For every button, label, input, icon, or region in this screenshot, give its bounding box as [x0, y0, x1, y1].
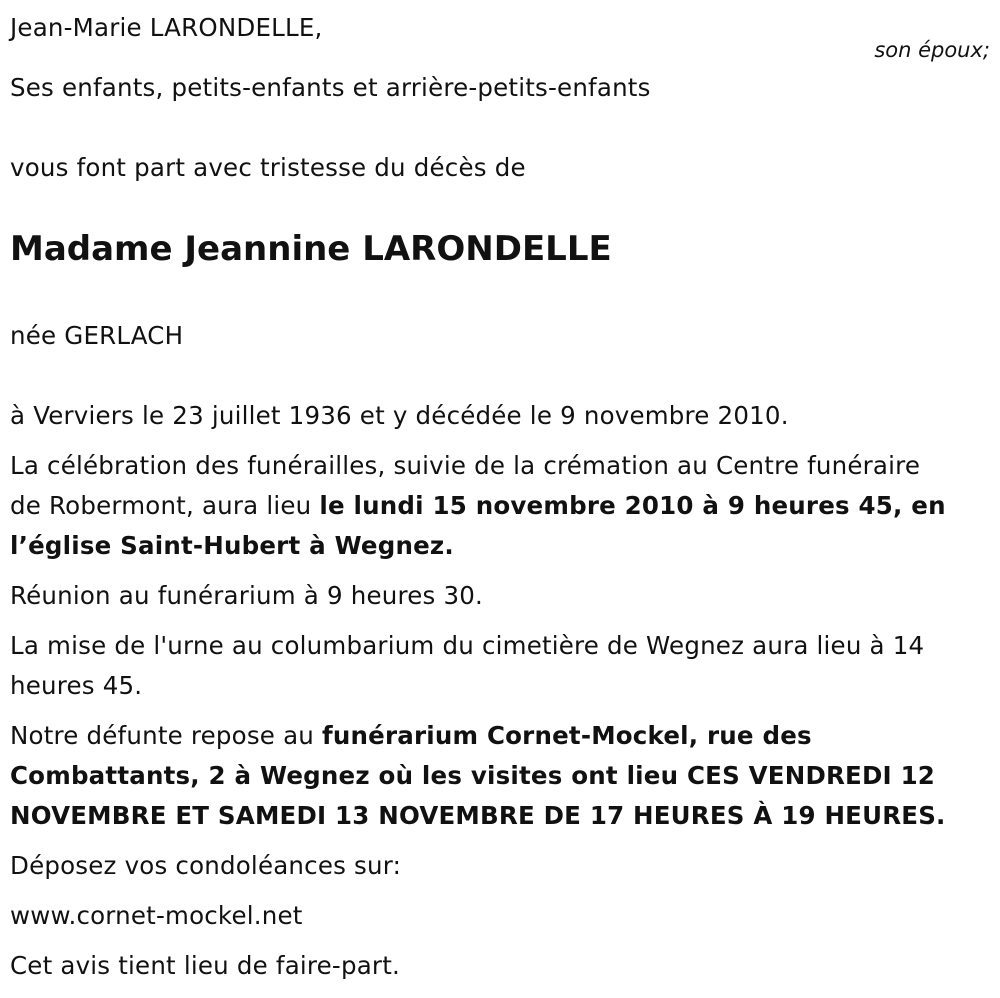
rest-line-1-bold: funérarium Cornet-Mockel, rue des: [322, 721, 812, 750]
birth-death-text: à Verviers le 23 juillet 1936 et y décédée le 9 novembre 2010.: [10, 401, 789, 430]
rest-line-2-bold: Combattants, 2 à Wegnez où les visites ont lieu CES VENDREDI 12: [10, 761, 936, 790]
rest-line-1-plain: Notre défunte repose au: [10, 721, 322, 750]
reunion-text: Réunion au funérarium à 9 heures 30.: [10, 581, 484, 610]
urn-line-1: La mise de l'urne au columbarium du cimetière de Wegnez aura lieu à 14: [10, 631, 925, 660]
funeral-line-1: La célébration des funérailles, suivie de la crémation au Centre funéraire: [10, 451, 921, 480]
intro-text: vous font part avec tristesse du décès de: [10, 153, 526, 182]
funeral-date-bold: le lundi 15 novembre 2010 à 9 heures 45, en: [319, 491, 946, 520]
relation-label: son époux;: [874, 38, 990, 62]
website-link[interactable]: www.cornet-mockel.net: [10, 901, 303, 930]
rest-line-1: [10, 716, 812, 756]
deceased-name: Madame Jeannine LARONDELLE: [10, 229, 612, 269]
funeral-church-bold: l’église Saint-Hubert à Wegnez.: [10, 531, 454, 560]
announcer-family: Ses enfants, petits-enfants et arrière-petits-enfants: [10, 73, 651, 102]
funeral-line-2: [10, 486, 946, 526]
rest-line-2: [10, 756, 935, 796]
birth-name: née GERLACH: [10, 321, 184, 350]
condolences-text: Déposez vos condoléances sur:: [10, 851, 402, 880]
funeral-line-3: [10, 526, 454, 566]
funeral-line-2-plain: de Robermont, aura lieu: [10, 491, 320, 520]
announcer-spouse: Jean-Marie LARONDELLE,: [10, 13, 323, 42]
rest-line-3-bold: NOVEMBRE ET SAMEDI 13 NOVEMBRE DE 17 HEURES À 19 HEURES.: [10, 801, 946, 830]
urn-line-2: heures 45.: [10, 671, 143, 700]
closing-text: Cet avis tient lieu de faire-part.: [10, 951, 400, 980]
rest-line-3: [10, 796, 946, 836]
